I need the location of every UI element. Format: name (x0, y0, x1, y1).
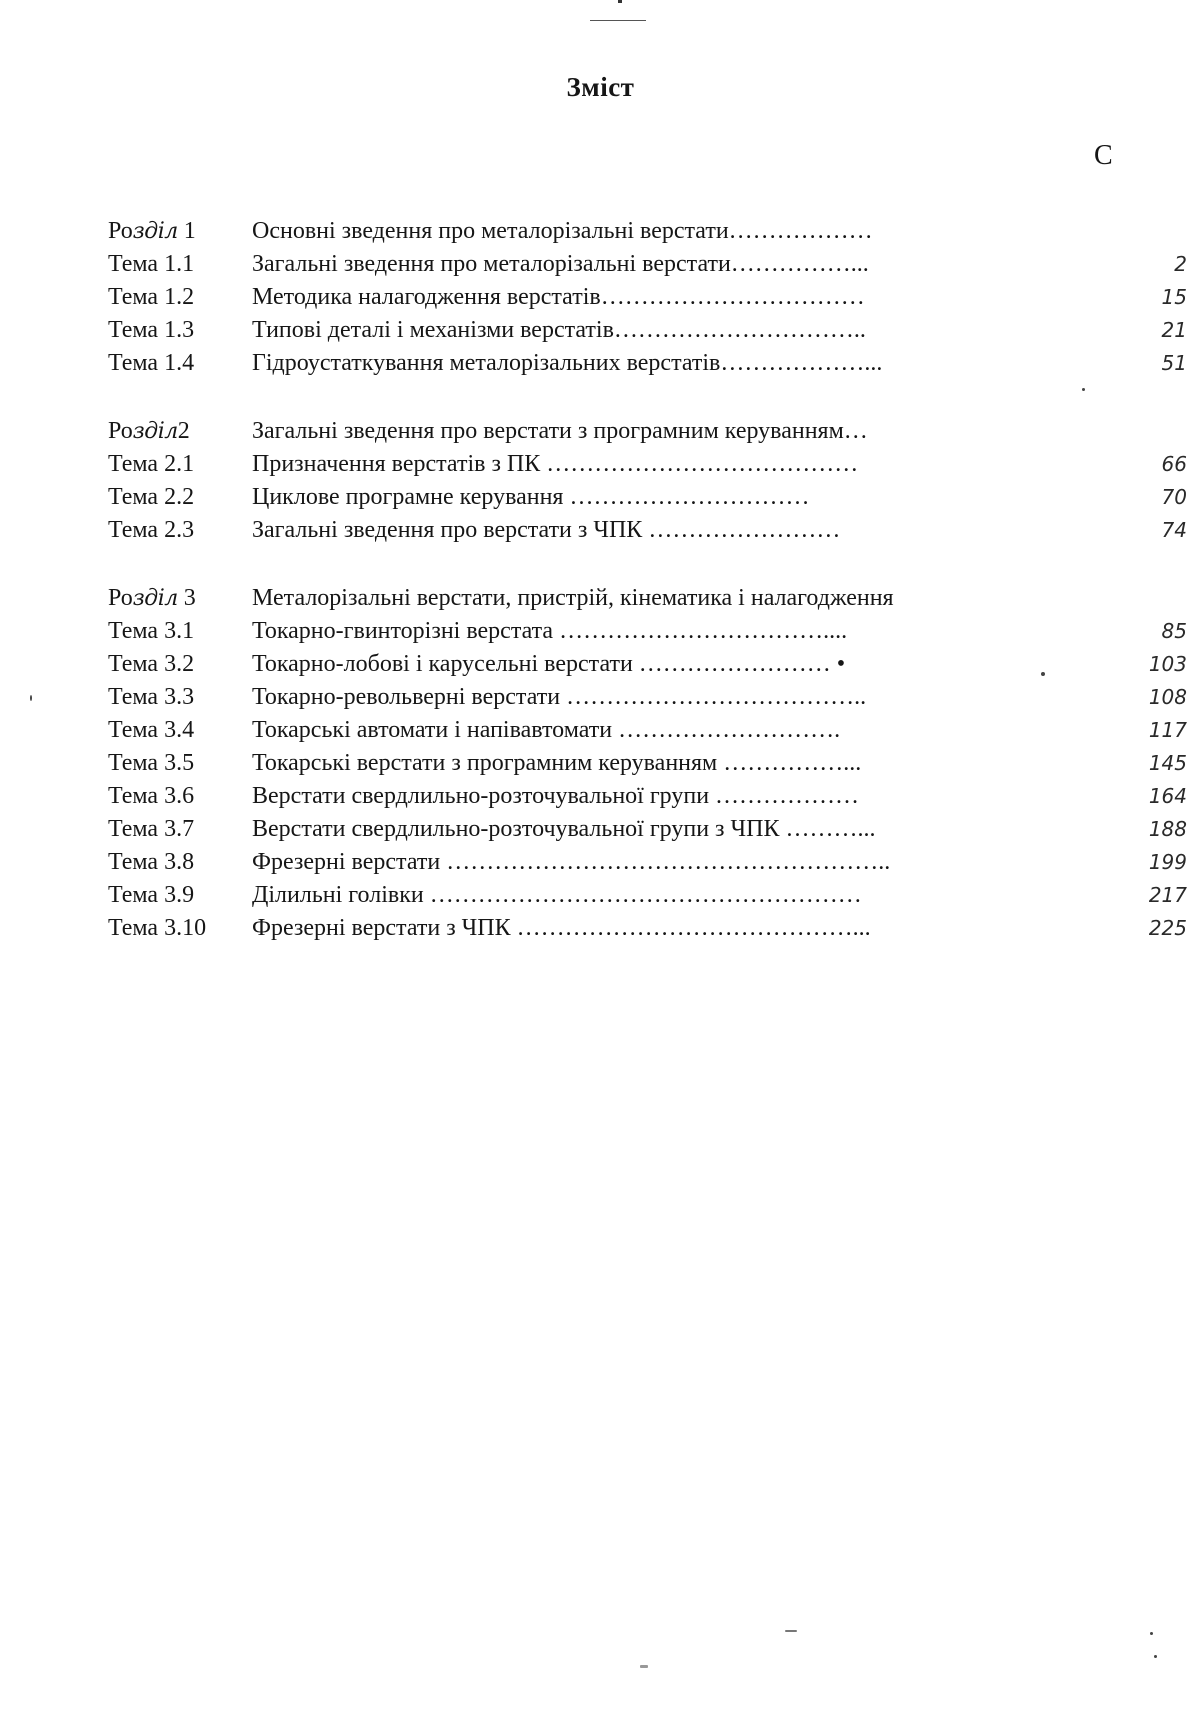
topic-label: Тема 1.1 (108, 251, 195, 277)
topic-title: Верстати свердлильно-розточувальної групи ……………… (252, 783, 860, 809)
topic-title: Токарські автомати і напівавтомати ………………………. (252, 717, 841, 743)
toc-row (0, 648, 1201, 681)
topic-label: Тема 1.2 (108, 284, 195, 310)
topic-label: Тема 3.8 (108, 849, 195, 875)
toc-row (0, 813, 1201, 846)
topic-label: Тема 2.2 (108, 484, 195, 510)
topic-title: Методика налагодження верстатів…………………………… (252, 284, 865, 310)
topic-title: Загальні зведення про металорізальні верстати……………... (252, 251, 869, 277)
topic-title: Призначення верстатів з ПК ………………………………… (252, 451, 859, 477)
topic-title: Загальні зведення про верстати з ЧПК …………………… (252, 517, 841, 543)
page-number: 145 (1148, 751, 1187, 775)
topic-label: Тема 3.4 (108, 717, 195, 743)
toc-row (0, 681, 1201, 714)
topic-label: Тема 3.10 (108, 915, 207, 941)
scan-speck (30, 695, 32, 701)
page-number: 70 (1161, 485, 1187, 509)
scan-speck (1150, 1632, 1153, 1635)
topic-title: Фрезерні верстати з ЧПК ……………………………………... (252, 915, 871, 941)
toc-row (0, 615, 1201, 648)
page-number: 15 (1161, 285, 1187, 309)
page-number: 164 (1148, 784, 1187, 808)
section-title: Основні зведення про металорізальні верстати……………… (252, 218, 873, 244)
section-label (108, 582, 196, 615)
page-number: 225 (1148, 916, 1187, 940)
page-number: 74 (1161, 518, 1187, 542)
section-label-prefix: Ро (108, 418, 133, 444)
topic-label: Тема 3.9 (108, 882, 195, 908)
page-number: 85 (1161, 619, 1187, 643)
topic-label: Тема 3.6 (108, 783, 195, 809)
page-number: 217 (1148, 883, 1187, 907)
page-number: 103 (1148, 652, 1187, 676)
section-label-handwritten: зділ (132, 219, 178, 244)
scan-mark (618, 0, 622, 3)
section-heading-row (0, 582, 1201, 615)
section-label-number: 3 (177, 585, 196, 611)
toc-row (0, 481, 1201, 514)
topic-title: Фрезерні верстати ……………………………………………….. (252, 849, 891, 875)
topic-title: Токарно-гвинторізні верстата …………………………….... (252, 618, 848, 644)
page-number: 108 (1148, 685, 1187, 709)
topic-label: Тема 3.2 (108, 651, 195, 677)
page-number: 51 (1161, 351, 1187, 375)
page-number: 66 (1161, 452, 1187, 476)
page-number: 199 (1148, 850, 1187, 874)
section-label-number: 2 (177, 418, 190, 444)
scan-speck (1041, 672, 1045, 676)
section-title: Загальні зведення про верстати з програмним керуванням… (252, 418, 868, 444)
toc-row (0, 747, 1201, 780)
toc-row (0, 448, 1201, 481)
topic-title: Верстати свердлильно-розточувальної групи з ЧПК ………... (252, 816, 876, 842)
toc-row (0, 912, 1201, 945)
section-label (108, 415, 190, 448)
topic-title: Токарно-лобові і карусельні верстати …………………… • (252, 651, 846, 677)
toc-row (0, 314, 1201, 347)
section-label-prefix: Ро (108, 585, 133, 611)
section-label (108, 215, 196, 248)
toc-row (0, 248, 1201, 281)
section-label-number: 1 (177, 218, 196, 244)
document-title: Зміст (566, 72, 635, 102)
topic-label: Тема 3.3 (108, 684, 195, 710)
toc-row (0, 846, 1201, 879)
topic-title: Типові деталі і механізми верстатів………………………….. (252, 317, 866, 343)
page-column-header: С (1094, 140, 1113, 171)
topic-title: Гідроустаткування металорізальних верстатів………………... (252, 350, 883, 376)
topic-title: Токарські верстати з програмним керуванням ……………... (252, 750, 862, 776)
toc-row (0, 347, 1201, 380)
toc-row (0, 281, 1201, 314)
section-title: Металорізальні верстати, пристрій, кінематика і налагодження (252, 585, 894, 611)
page-number: 117 (1148, 718, 1187, 742)
page-number: 188 (1148, 817, 1187, 841)
toc-row (0, 514, 1201, 547)
topic-label: Тема 1.3 (108, 317, 195, 343)
topic-label: Тема 3.1 (108, 618, 195, 644)
section-label-handwritten: зділ (132, 586, 178, 611)
topic-title: Циклове програмне керування ………………………… (252, 484, 810, 510)
topic-label: Тема 3.7 (108, 816, 195, 842)
page-number: 2 (1174, 252, 1187, 276)
topic-label: Тема 3.5 (108, 750, 195, 776)
topic-title: Токарно-револьверні верстати ……………………………….. (252, 684, 867, 710)
section-heading-row (0, 215, 1201, 248)
topic-title: Ділильні голівки ……………………………………………… (252, 882, 862, 908)
scan-speck (785, 1630, 797, 1632)
page-number: 21 (1161, 318, 1187, 342)
section-heading-row (0, 415, 1201, 448)
section-label-prefix: Ро (108, 218, 133, 244)
scan-speck (1082, 388, 1085, 391)
section-label-handwritten: зділ (132, 419, 178, 444)
toc-row (0, 714, 1201, 747)
scan-speck (640, 1665, 648, 1668)
page-number-rule (590, 20, 646, 21)
scan-speck (1154, 1655, 1157, 1658)
toc-row (0, 780, 1201, 813)
topic-label: Тема 2.1 (108, 451, 195, 477)
topic-label: Тема 2.3 (108, 517, 195, 543)
topic-label: Тема 1.4 (108, 350, 195, 376)
toc-row (0, 879, 1201, 912)
